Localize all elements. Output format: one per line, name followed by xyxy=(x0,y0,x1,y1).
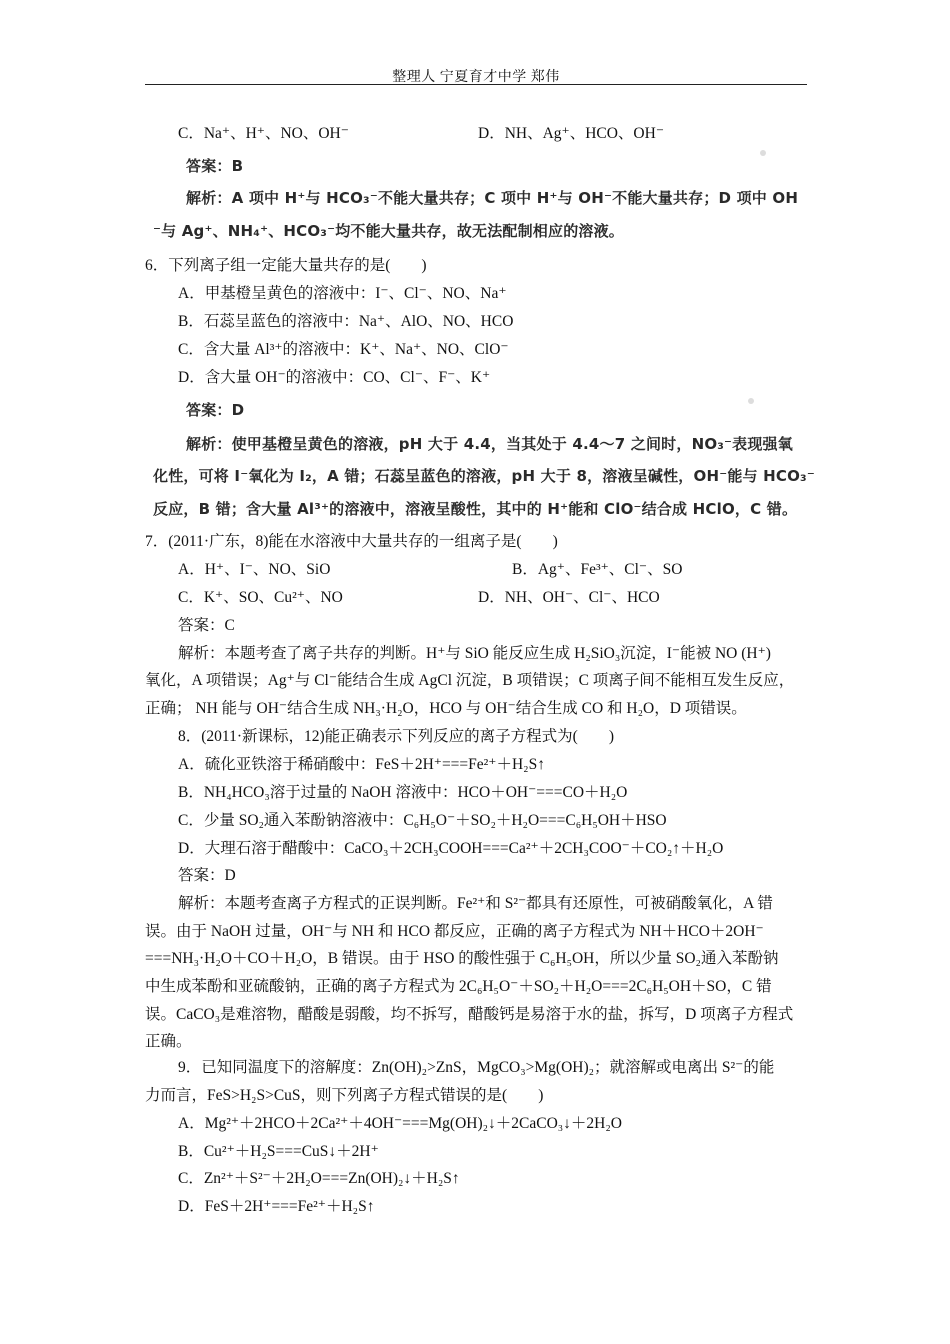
analysis-q6-line3: 反应，B 错；含大量 Al³⁺的溶液中，溶液呈酸性，其中的 H⁺能和 ClO⁻结合成 HClO，C 错。 xyxy=(153,500,798,518)
option-a-q6: A．甲基橙呈黄色的溶液中：I⁻、Cl⁻、NO、Na⁺ xyxy=(178,285,507,302)
scan-speck xyxy=(760,150,766,156)
answer-q7: 答案：C xyxy=(178,617,235,634)
option-d-q5: D．NH、Ag⁺、HCO、OH⁻ xyxy=(478,125,665,142)
answer-q6: 答案：D xyxy=(186,401,245,419)
option-c-q6: C．含大量 Al³⁺的溶液中：K⁺、Na⁺、NO、ClO⁻ xyxy=(178,341,509,358)
analysis-q7-line3: 正确； NH 能与 OH⁻结合生成 NH₃·H₂O，HCO 与 OH⁻结合生成 CO 和 H₂O，D 项错误。 xyxy=(145,700,747,717)
option-c-q9: C．Zn²⁺＋S²⁻＋2H₂O===Zn(OH)₂↓＋H₂S↑ xyxy=(178,1170,460,1187)
option-c-q7: C．K⁺、SO、Cu²⁺、NO xyxy=(178,589,343,606)
question-7-stem: 7．(2011·广东，8)能在水溶液中大量共存的一组离子是( ) xyxy=(145,533,558,550)
option-b-q6: B．石蕊呈蓝色的溶液中：Na⁺、AlO、NO、HCO xyxy=(178,313,514,330)
analysis-q8-line1: 解析：本题考查离子方程式的正误判断。Fe²⁺和 S²⁻都具有还原性，可被硝酸氧化，A 错 xyxy=(178,895,773,912)
option-b-q7: B．Ag⁺、Fe³⁺、Cl⁻、SO xyxy=(512,561,683,578)
option-a-q7: A．H⁺、I⁻、NO、SiO xyxy=(178,561,331,578)
answer-q5: 答案：B xyxy=(186,157,244,175)
analysis-q7-line2: 氧化，A 项错误；Ag⁺与 Cl⁻能结合生成 AgCl 沉淀，B 项错误；C 项离子间不能相互发生反应， xyxy=(145,672,795,689)
analysis-q8-line6: 正确。 xyxy=(145,1033,192,1050)
option-b-q9: B．Cu²⁺＋H₂S===CuS↓＋2H⁺ xyxy=(178,1143,379,1160)
question-6-stem: 6．下列离子组一定能大量共存的是( ) xyxy=(145,257,427,274)
question-8-stem: 8．(2011·新课标，12)能正确表示下列反应的离子方程式为( ) xyxy=(178,728,614,745)
answer-q8: 答案：D xyxy=(178,867,236,884)
option-c-q8: C．少量 SO₂通入苯酚钠溶液中：C₆H₅O⁻＋SO₂＋H₂O===C₆H₅OH＋HSO xyxy=(178,812,667,829)
analysis-q6-line2: 化性，可将 I⁻氧化为 I₂，A 错；石蕊呈蓝色的溶液，pH 大于 8，溶液呈碱性，OH⁻能与 HCO₃⁻ xyxy=(153,467,815,485)
option-b-q8: B．NH₄HCO₃溶于过量的 NaOH 溶液中：HCO＋OH⁻===CO＋H₂O xyxy=(178,784,628,801)
option-d-q7: D．NH、OH⁻、Cl⁻、HCO xyxy=(478,589,660,606)
analysis-q7-line1: 解析：本题考查了离子共存的判断。H⁺与 SiO 能反应生成 H₂SiO₃沉淀，I⁻能被 NO (H⁺) xyxy=(178,645,771,662)
analysis-q5-line1: 解析：A 项中 H⁺与 HCO₃⁻不能大量共存；C 项中 H⁺与 OH⁻不能大量共存；D 项中 OH xyxy=(186,189,799,207)
analysis-q5-line2: ⁻与 Ag⁺、NH₄⁺、HCO₃⁻均不能大量共存，故无法配制相应的溶液。 xyxy=(153,222,625,240)
option-d-q9: D．FeS＋2H⁺===Fe²⁺＋H₂S↑ xyxy=(178,1198,375,1215)
question-9-stem-line1: 9．已知同温度下的溶解度：Zn(OH)₂>ZnS，MgCO₃>Mg(OH)₂；就溶解或电离出 S²⁻的能 xyxy=(178,1059,775,1076)
analysis-q6-line1: 解析：使甲基橙呈黄色的溶液，pH 大于 4.4，当其处于 4.4～7 之间时，NO₃⁻表现强氧 xyxy=(186,435,793,453)
question-9-stem-line2: 力而言，FeS>H₂S>CuS，则下列离子方程式错误的是( ) xyxy=(145,1087,544,1104)
option-c-q5: C．Na⁺、H⁺、NO、OH⁻ xyxy=(178,125,349,142)
analysis-q8-line2: 误。由于 NaOH 过量，OH⁻与 NH 和 HCO 都反应，正确的离子方程式为 NH＋HCO＋2OH⁻ xyxy=(145,923,764,940)
option-a-q9: A．Mg²⁺＋2HCO＋2Ca²⁺＋4OH⁻===Mg(OH)₂↓＋2CaCO₃↓＋2H₂O xyxy=(178,1115,622,1132)
analysis-q8-line4: 中生成苯酚和亚硫酸钠，正确的离子方程式为 2C₆H₅O⁻＋SO₂＋H₂O===2C₆H₅OH＋SO，C 错 xyxy=(145,978,772,995)
page-header: 整理人 宁夏育才中学 郑伟 xyxy=(392,70,560,85)
option-d-q6: D．含大量 OH⁻的溶液中：CO、Cl⁻、F⁻、K⁺ xyxy=(178,369,491,386)
header-rule xyxy=(145,84,807,85)
analysis-q8-line3: ===NH₃·H₂O＋CO＋H₂O，B 错误。由于 HSO 的酸性强于 C₆H₅OH，所以少量 SO₂通入苯酚钠 xyxy=(145,950,779,967)
option-d-q8: D．大理石溶于醋酸中：CaCO₃＋2CH₃COOH===Ca²⁺＋2CH₃COO⁻＋CO₂↑＋H₂O xyxy=(178,840,724,857)
scan-speck xyxy=(748,398,754,404)
option-a-q8: A．硫化亚铁溶于稀硝酸中：FeS＋2H⁺===Fe²⁺＋H₂S↑ xyxy=(178,756,545,773)
analysis-q8-line5: 误。CaCO₃是难溶物，醋酸是弱酸，均不拆写，醋酸钙是易溶于水的盐，拆写，D 项离子方程式 xyxy=(145,1006,794,1023)
